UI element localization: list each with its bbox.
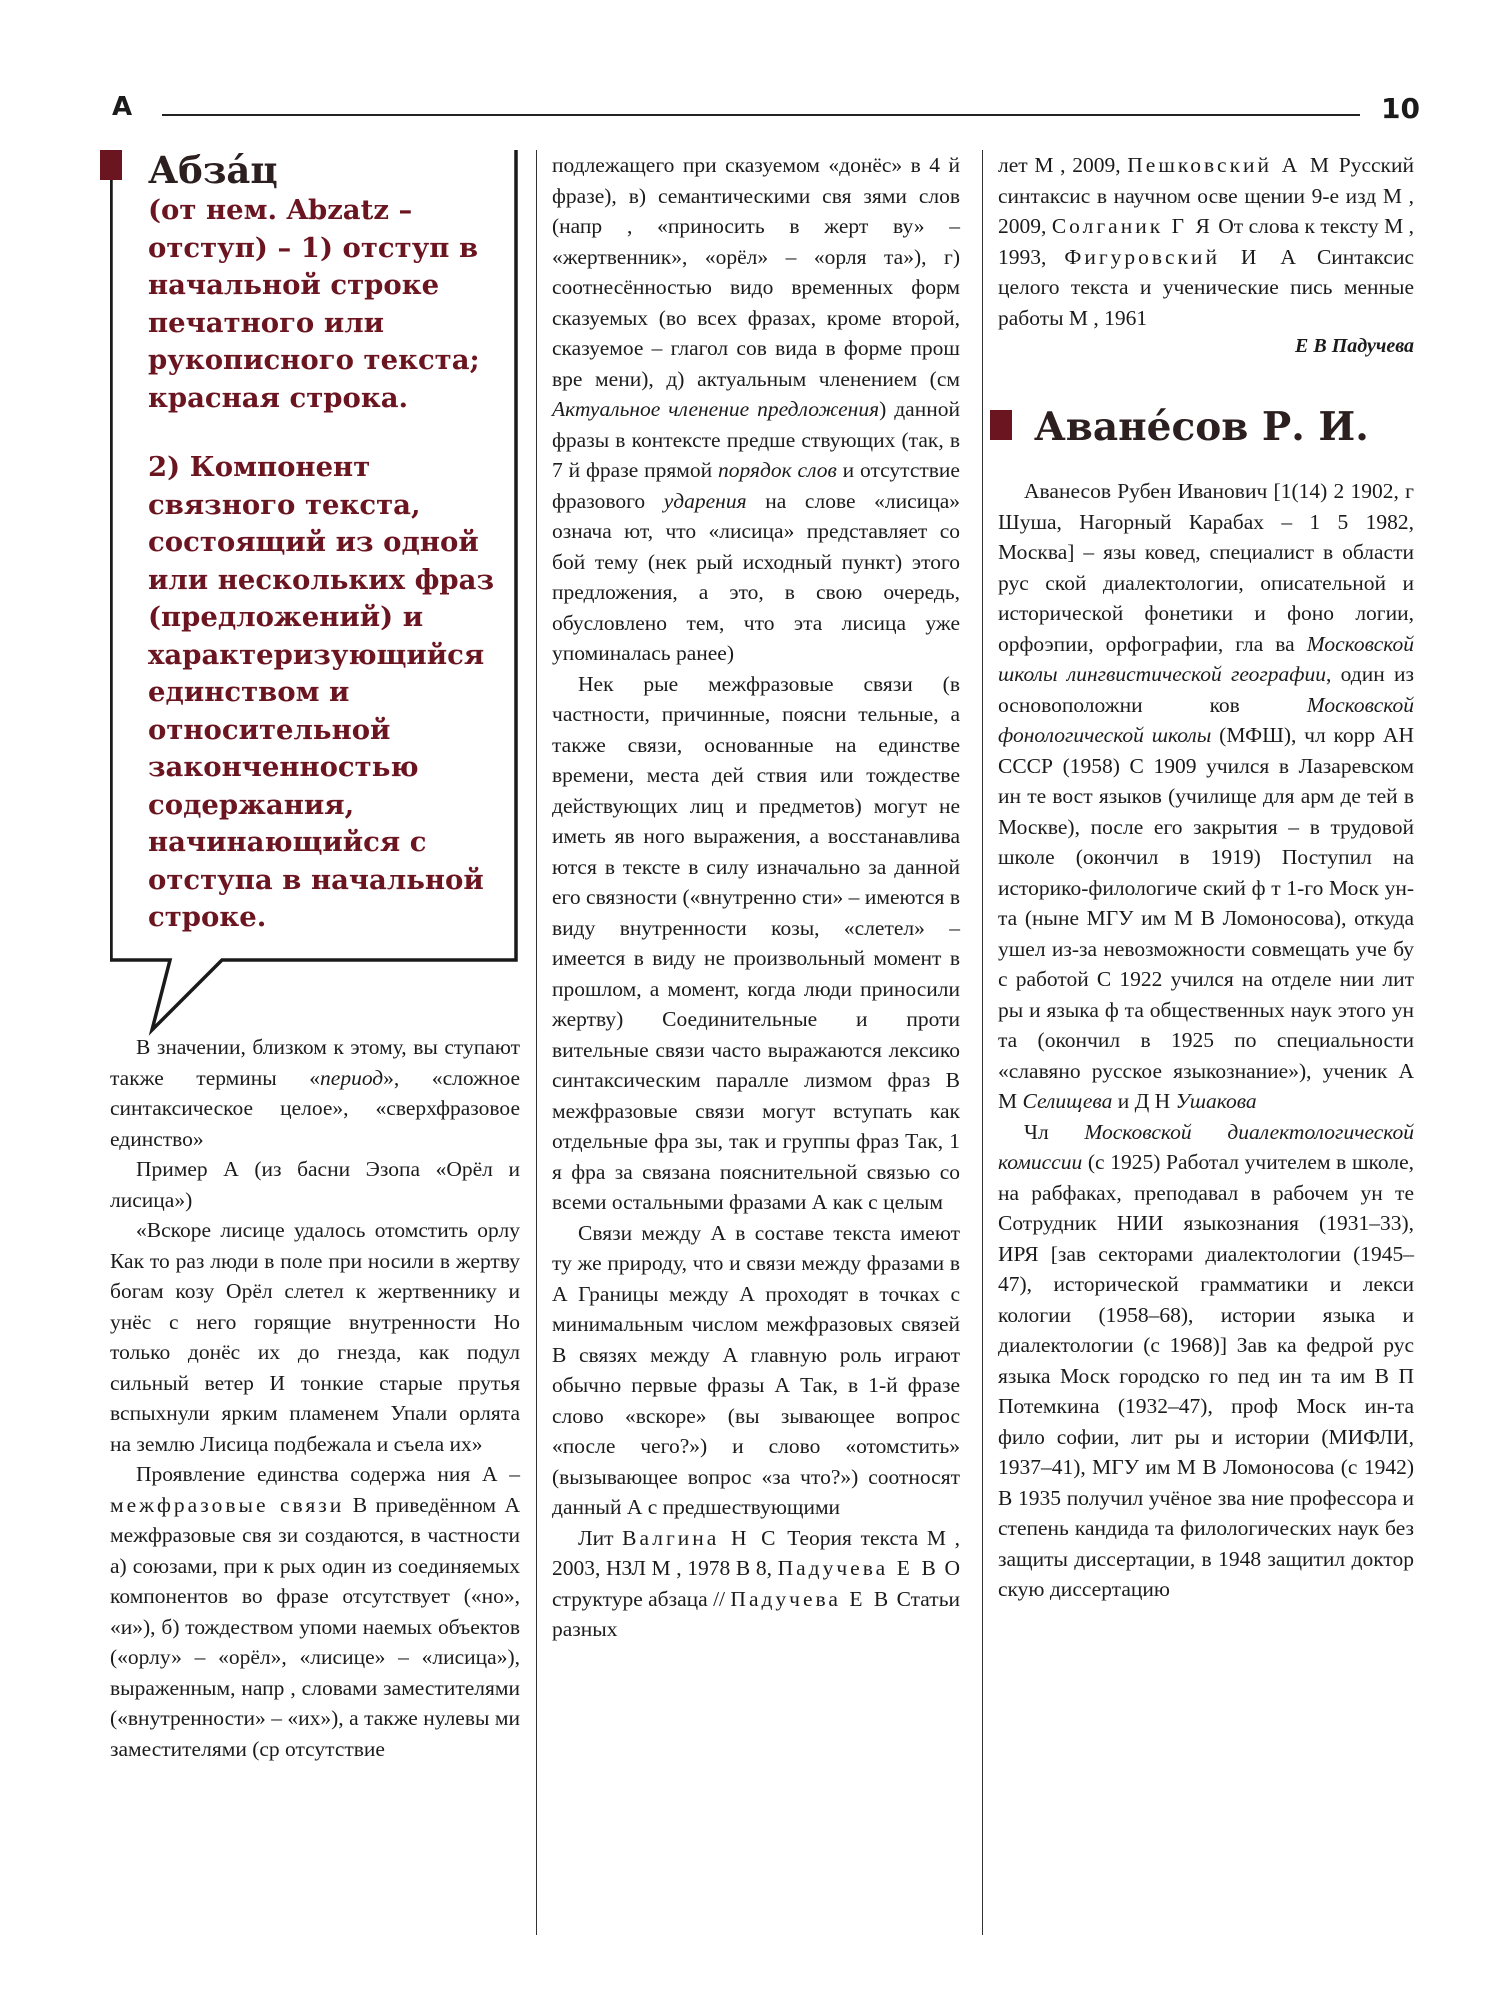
text-run: (МФШ), чл корр АН СССР (1958) С 1909 учился в Лазаревском ин те вост языков (училище для арм де тей в Москве), после его закрытия – в трудовой школе (окончил в 1919) Поступил на историко-филологиче ский ф т 1-го Моск ун-та (ныне МГУ им М В Ломоносова), откуда ушел из-за невозможности совмещать уче бу с работой С 1922 учился на отделе нии лит ры и языка ф та общественных наук этого ун та (окончил в 1925 по специальности «славяно русское языкознание»), ученик А М [998, 723, 1414, 1113]
page-header [112, 92, 1420, 132]
section-marker [100, 150, 122, 180]
cross-reference: Московской школы лингвистической географии [998, 631, 1414, 686]
text-run: подлежащего при сказуемом «донёс» в 4 й фразе), в) семантическими свя зями слов (напр , «приносить в жерт ву» – «жертвенник», «орёл» – «орля та»), г) соотнесённостью видо временных форм сказуемых (во всех фразах, кроме второй, сказуемое – глагол сов вида в форме прош вре мени), д) актуальным членением (см [552, 153, 960, 391]
author-name: Фигуровский И А [1064, 244, 1299, 269]
text-run: Проявление единства содержа ния А – [136, 1462, 520, 1486]
section-marker [990, 410, 1012, 440]
paragraph [998, 476, 1414, 1117]
article-author: Е В Падучева [1295, 335, 1414, 357]
text-run: и Д Н [1112, 1089, 1176, 1113]
author-name: Валгина Н С [622, 1525, 779, 1550]
definition-2: 2) Компонент связного текста, состоящий из одной или нескольких фраз (предложений) и характеризующийся единством и относительной законченностью содержания, начинающийся с отступа в начальной строке. [148, 451, 495, 933]
text-run: », «сложное синтаксическое целое», «сверхфразовое единство» [110, 1065, 520, 1151]
literature-cont [998, 150, 1414, 333]
text-run: Русский синтаксис в научном осве щении 9-е изд М , 2009, [998, 153, 1414, 238]
term-title: Абзáц [148, 148, 278, 192]
article-body-1 [110, 1032, 520, 1764]
definition-1: (от нем. Abzatz – отступ) – 1) отступ в начальной строке печатного или рукописного текста; красная строка. [148, 194, 480, 414]
text-run: Чл [1024, 1119, 1085, 1144]
text-run: Аванесов Рубен Иванович [1(14) 2 1902, г Шуша, Нагорный Карабах – 1 5 1982, Москва] – язы ковед, специалист в области рус ской диалектологии, описательной и исторической фонетики и фоно логии, орфоэпии, орфографии, гла ва [998, 479, 1414, 656]
column-divider-2 [982, 150, 983, 1935]
cross-reference: Московской фонологической школы [998, 692, 1414, 747]
paragraph: Нек рые межфразовые связи (в частности, причинные, поясни тельные, а также связи, основанные на единстве времени, места дей ствия или тождестве действующих лиц и предметов) могут не иметь яв ного выражения, а восстанавлива ются в тексте в силу изначально за данной его связности («внутренно сти» – имеются в виду внутренности козы, «слетел» – имеется в виду не произвольный момент в прошлом, а момент, когда люди приносили жертву) Соединительные и проти вительные связи часто выражаются лексико синтаксическим паралле лизмом фраз В межфразовые связи могут вступать как отдельные фра зы, так и группы фраз Так, 1 я фра за связана пояснительной связью со всеми остальными фразами А как с целым [552, 671, 960, 1214]
text-run: ) данной фразы в контексте предше ствующих (так, в 7 й фразе прямой [552, 397, 960, 482]
term-link: период [320, 1065, 384, 1090]
text-run: лет М , 2009, [998, 153, 1128, 177]
term-title: Аване́сов Р. И. [1034, 404, 1369, 450]
callout-body [148, 150, 508, 937]
definition-callout [110, 150, 520, 1038]
page-number: 10 [1381, 92, 1420, 125]
column-divider-1 [536, 150, 537, 1935]
text-run: Статьи разных [552, 1586, 960, 1641]
author-name: Падучева Е В [730, 1586, 892, 1611]
text-run: В значении, близком к этому, вы ступают также термины « [110, 1035, 520, 1090]
paragraph [998, 1117, 1414, 1605]
text-run: От слова к тексту М , 1993, [998, 214, 1415, 269]
text-run: В приведённом А межфразовые свя зи создаются, в частности а) союзами, при к рых один из соединяемых компонентов во фразе отсутствует («но», «и»), б) тождеством упоми наемых объектов («орлу» – «орёл», «лисице» – «лисица»), выраженным, напр , словами заместителями («внутренности» – «их»), а также нулевы ми заместителями (ср отсутствие [110, 1492, 520, 1761]
column-2 [552, 150, 960, 1645]
paragraph [110, 1459, 520, 1764]
paragraph: Пример А (из басни Эзопа «Орёл и лисица») [110, 1157, 520, 1212]
cross-reference: Московской диалектологической комиссии [998, 1119, 1414, 1174]
author-name: Падучева Е В [777, 1556, 939, 1580]
paragraph [552, 150, 960, 669]
text-run: (с 1925) Работал учителем в школе, на рабфаках, преподавал в рабочем ун те Сотрудник НИИ языкознания (1931–33), ИРЯ [зав секторами диалектологии (1945–47), исторической грамматики и лекси кологии (1958–68), истории языка и диалектологии (с 1968)] Зав ка федрой рус языка Моск городско го пед ин та им В П Потемкина (1932–47), проф Моск ин-та фило софии, лит ры и истории (МИФЛИ, 1937–41), МГУ им М В Ломоносова (с 1942) В 1935 получил учёное зва ние профессора и степень кандида та филологических наук без защиты диссертации, в 1948 защитил доктор скую диссертацию [998, 1150, 1414, 1601]
cross-reference: Селищева [1022, 1089, 1113, 1113]
column-3 [998, 150, 1414, 1605]
paragraph: «Вскоре лисице удалось отомстить орлу Как то раз люди в поле при носили в жертву богам козу Орёл слетел к жертвеннику и унёс с него горящие внутренности Но только донёс их до гнезда, как подул сильный ветер И тонкие старые прутья вспыхнули ярким пламенем Упали орлята на землю Лисица подбежала и съела их» [110, 1218, 520, 1456]
text-run: Лит [578, 1525, 623, 1550]
cross-reference: ударения [663, 488, 747, 513]
paragraph: Связи между А в составе текста имеют ту же природу, что и связи между фразами в А Границы между А проходят в точках с минимальным числом межфразовых связей В связях между А главную роль играют обычно первые фразы А Так, в 1-й фразе слово «вскоре» (вы зывающее вопрос «после чего?») и слово «отомстить» (вызывающее вопрос «за что?») соотносят данный А с предшествующими [552, 1220, 960, 1519]
text-run: Теория текста М , 2003, НЗЛ М , 1978 В 8, [552, 1525, 961, 1580]
literature [552, 1523, 960, 1645]
author-name: Пешковский А М [1127, 153, 1333, 177]
header-letter: А [112, 92, 133, 122]
column-1 [110, 150, 520, 1764]
text-run: О структуре абзаца // [552, 1556, 961, 1611]
cross-reference: Актуальное членение предложения [552, 397, 880, 421]
text-run: на слове «лисица» означа ют, что «лисица» представляет со бой тему (нек рый исходный пункт) этого предложения, а это, в свою очередь, обусловлено тем, что эта лисица уже упоминалась ранее) [552, 488, 960, 665]
author-name: Солганик Г Я [1051, 214, 1213, 238]
spaced-term: межфразовые связи [110, 1492, 345, 1517]
text-run: Синтаксис целого текста и ученические пись менные работы М , 1961 [998, 244, 1415, 330]
cross-reference: Ушакова [1175, 1089, 1257, 1113]
text-run: , один из основоположни ков [998, 662, 1414, 717]
cross-reference: порядок слов [718, 458, 837, 482]
text-run: и отсутствие фразового [552, 458, 960, 513]
entry-heading [998, 404, 1414, 460]
header-rule [162, 114, 1360, 116]
paragraph [110, 1032, 520, 1154]
